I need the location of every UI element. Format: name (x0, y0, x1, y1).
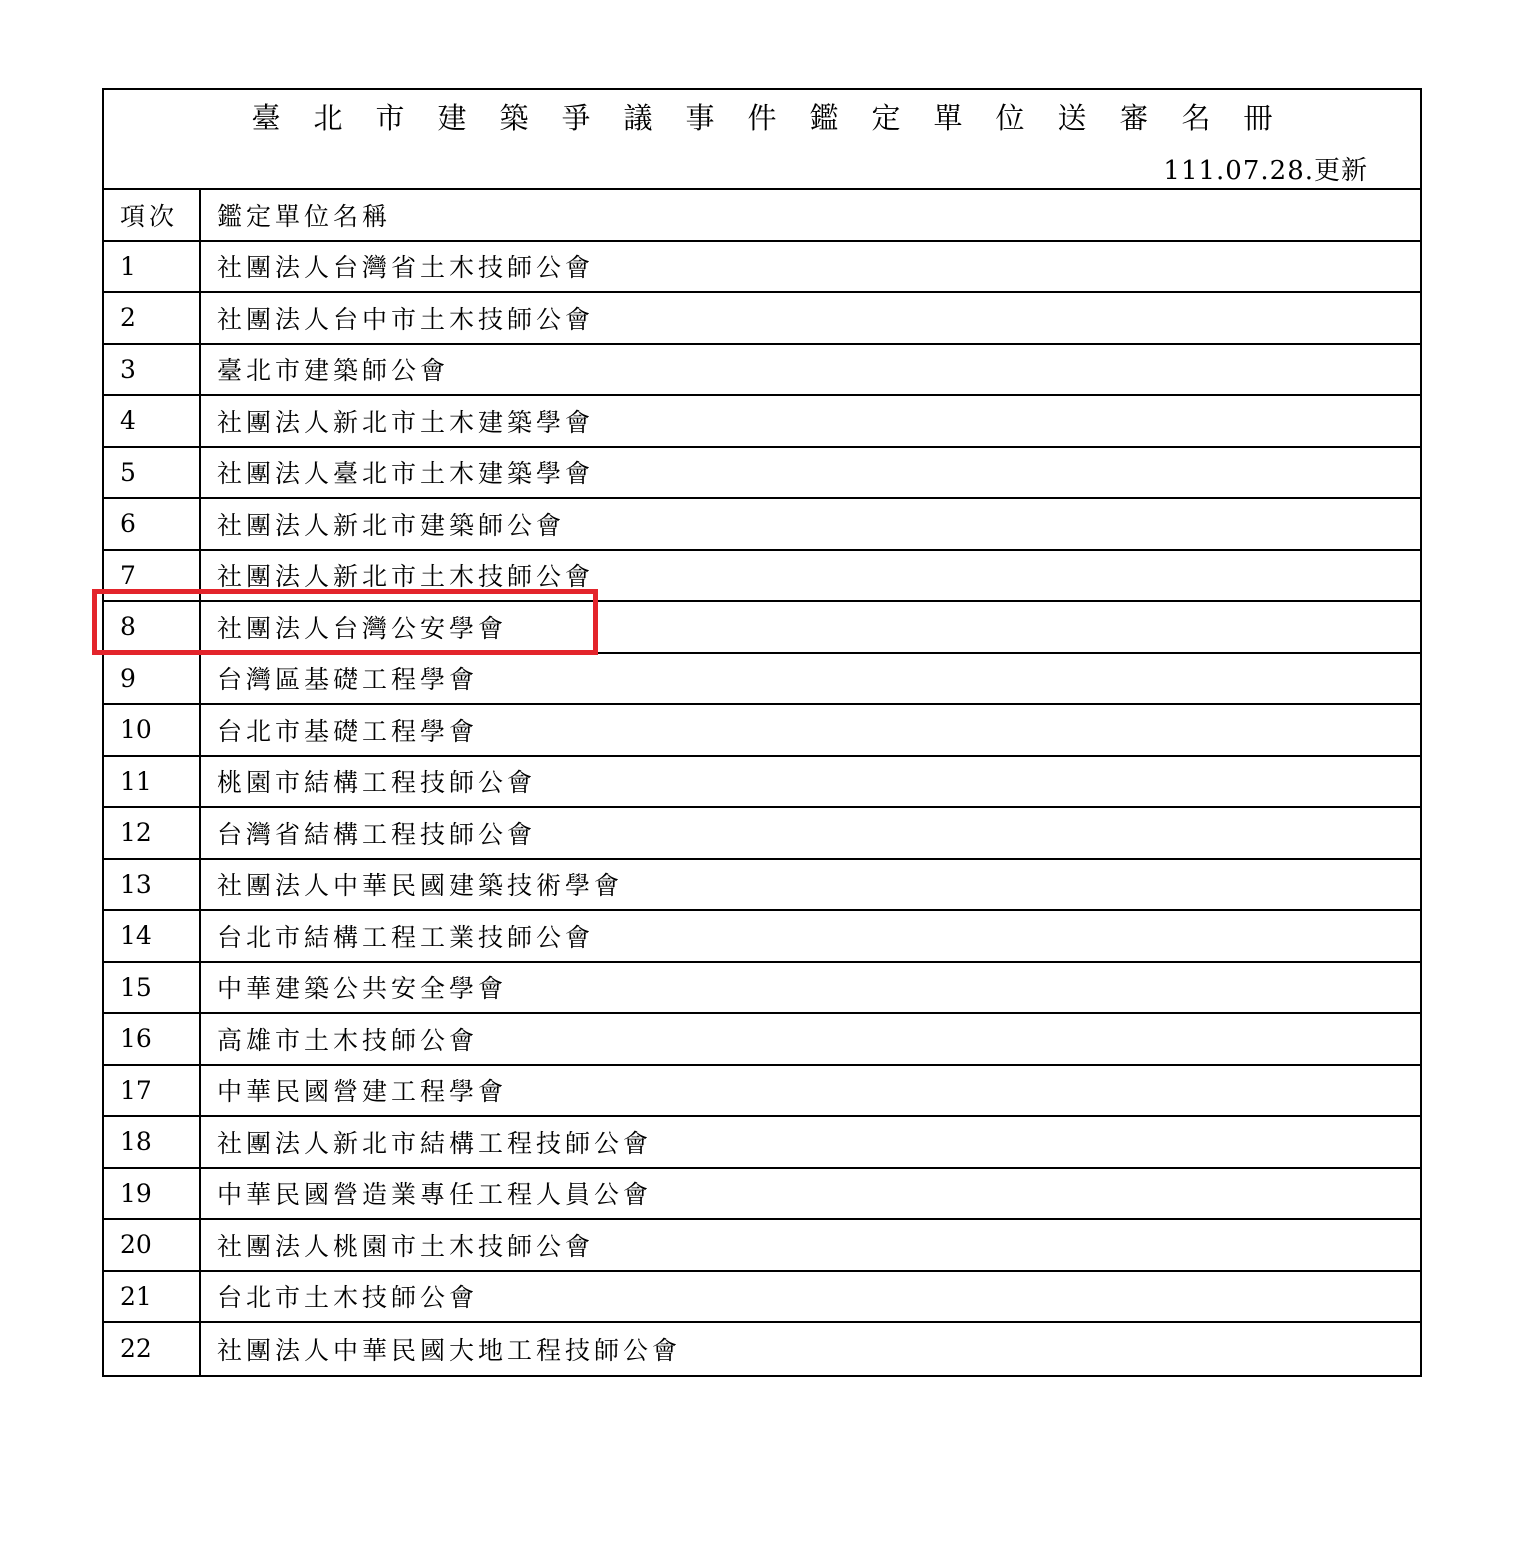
unit-name: 台灣區基礎工程學會 (217, 665, 479, 695)
item-number: 5 (104, 448, 201, 498)
table-row (104, 860, 1420, 912)
table-row (104, 293, 1420, 345)
unit-name: 高雄市土木技師公會 (217, 1025, 479, 1055)
table-row (104, 911, 1420, 963)
table-row (104, 345, 1420, 397)
table-row (104, 705, 1420, 757)
header-unit-name: 鑑定單位名稱 (217, 201, 392, 231)
unit-name: 中華建築公共安全學會 (217, 974, 508, 1004)
unit-name: 社團法人台灣省土木技師公會 (217, 253, 595, 283)
table-row (104, 1014, 1420, 1066)
unit-name: 社團法人台中市土木技師公會 (217, 304, 595, 334)
item-number: 12 (104, 808, 201, 858)
table-row (104, 1169, 1420, 1221)
unit-name: 社團法人新北市結構工程技師公會 (217, 1128, 653, 1158)
document-title: 臺北市建築爭議事件鑑定單位送審名冊 (251, 101, 1306, 135)
table-body (104, 242, 1420, 1375)
table-row (104, 448, 1420, 500)
item-number: 1 (104, 242, 201, 292)
unit-name: 社團法人新北市建築師公會 (217, 510, 566, 540)
table-header-row (104, 190, 1420, 242)
unit-name: 台北市結構工程工業技師公會 (217, 922, 595, 952)
item-number: 10 (104, 705, 201, 755)
unit-name: 臺北市建築師公會 (217, 356, 450, 386)
table-row (104, 654, 1420, 706)
table-row (104, 1272, 1420, 1324)
unit-name: 中華民國營造業專任工程人員公會 (217, 1180, 653, 1210)
unit-name: 台北市基礎工程學會 (217, 716, 479, 746)
table-row (104, 1220, 1420, 1272)
table-row (104, 1117, 1420, 1169)
table-row (104, 602, 1420, 654)
table-row (104, 242, 1420, 294)
unit-name: 社團法人桃園市土木技師公會 (217, 1231, 595, 1261)
unit-name: 社團法人台灣公安學會 (217, 613, 508, 643)
unit-name: 桃園市結構工程技師公會 (217, 768, 537, 798)
unit-name: 社團法人新北市土木技師公會 (217, 562, 595, 592)
unit-name: 台灣省結構工程技師公會 (217, 819, 537, 849)
header-item-number: 項次 (104, 190, 201, 240)
item-number: 21 (104, 1272, 201, 1322)
unit-name: 台北市土木技師公會 (217, 1283, 479, 1313)
table-row (104, 396, 1420, 448)
updated-date: 111.07.28.更新 (1163, 156, 1368, 186)
table-row (104, 1323, 1420, 1375)
item-number: 3 (104, 345, 201, 395)
table-row (104, 1066, 1420, 1118)
table-row (104, 808, 1420, 860)
item-number: 6 (104, 499, 201, 549)
unit-name: 社團法人新北市土木建築學會 (217, 407, 595, 437)
unit-name: 中華民國營建工程學會 (217, 1077, 508, 1107)
item-number: 2 (104, 293, 201, 343)
table-row (104, 499, 1420, 551)
item-number: 18 (104, 1117, 201, 1167)
item-number: 7 (104, 551, 201, 601)
unit-name: 社團法人臺北市土木建築學會 (217, 459, 595, 489)
table-row (104, 963, 1420, 1015)
item-number: 17 (104, 1066, 201, 1116)
item-number: 15 (104, 963, 201, 1013)
item-number: 22 (104, 1323, 201, 1375)
item-number: 14 (104, 911, 201, 961)
title-block (104, 90, 1420, 190)
table-row (104, 757, 1420, 809)
item-number: 16 (104, 1014, 201, 1064)
item-number: 20 (104, 1220, 201, 1270)
registry-table (102, 88, 1422, 1377)
item-number: 19 (104, 1169, 201, 1219)
item-number: 4 (104, 396, 201, 446)
item-number: 13 (104, 860, 201, 910)
table-row (104, 551, 1420, 603)
item-number: 9 (104, 654, 201, 704)
item-number: 8 (104, 602, 201, 652)
unit-name: 社團法人中華民國建築技術學會 (217, 871, 624, 901)
item-number: 11 (104, 757, 201, 807)
unit-name: 社團法人中華民國大地工程技師公會 (217, 1335, 682, 1365)
